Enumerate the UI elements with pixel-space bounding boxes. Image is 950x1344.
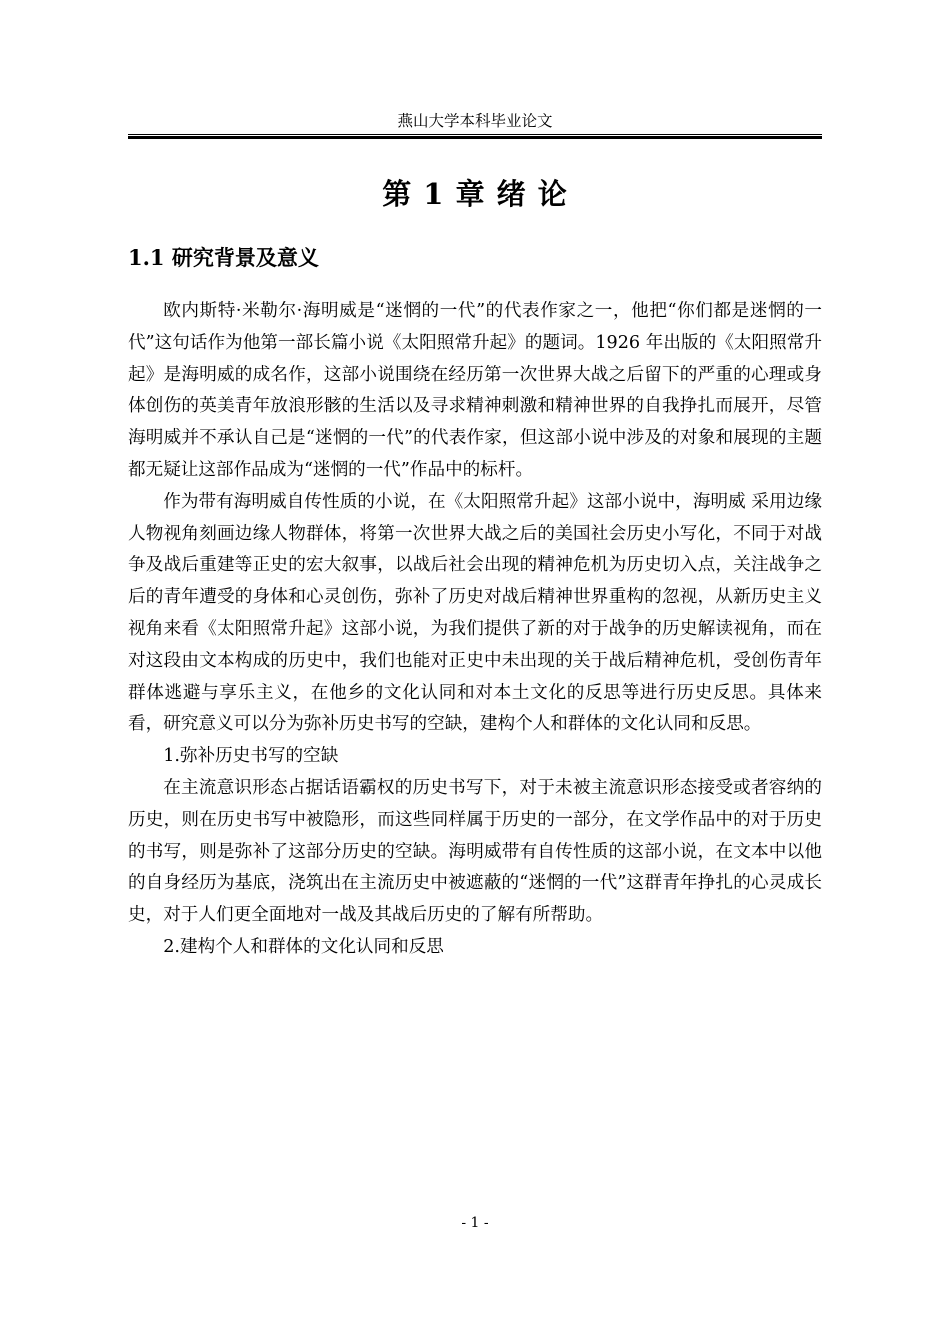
header-rule-thick: [128, 136, 822, 139]
list-item-heading-2: 2.建构个人和群体的文化认同和反思: [163, 936, 444, 957]
list-item-heading-1: 1.弥补历史书写的空缺: [163, 746, 339, 767]
page-number: - 1 -: [461, 1215, 489, 1231]
section-heading: 1.1 研究背景及意义: [128, 245, 319, 270]
body-text: [128, 296, 822, 964]
paragraph-history-gap: 在主流意识形态占据话语霸权的历史书写下，对于未被主流意识形态接受或者容纳的历史，则在历史书写中被隐形，而这些同样属于历史的一部分，在文学作品中的对于历史的书写，则是弥补了这部分历史的空缺。海明威带有自传性质的这部小说，在文本中以他的自身经历为基底，浇筑出在主流历史中被遮蔽的“迷惘的一代”这群青年挣扎的心灵成长史，对于人们更全面地对一战及其战后历史的了解有所帮助。: [128, 777, 822, 926]
header-rule-thin: [128, 134, 822, 135]
chapter-title: 第 1 章 绪 论: [382, 177, 568, 211]
paragraph-significance: 作为带有海明威自传性质的小说，在《太阳照常升起》这部小说中，海明威 采用边缘人物视角刻画边缘人物群体，将第一次世界大战之后的美国社会历史小写化，不同于对战争及战后重建等正史的宏大叙事，以战后社会出现的精神危机为历史切入点，关注战争之后的青年遭受的身体和心灵创伤，弥补了历史对战后精神世界重构的忽视，从新历史主义视角来看《太阳照常升起》这部小说，为我们提供了新的对于战争的历史解读视角，而在对这段由文本构成的历史中，我们也能对正史中未出现的关于战后精神危机，受创伤青年群体逃避与享乐主义，在他乡的文化认同和对本土文化的反思等进行历史反思。具体来看，研究意义可以分为弥补历史书写的空缺，建构个人和群体的文化认同和反思。: [128, 491, 822, 735]
paragraph-intro: 欧内斯特·米勒尔·海明威是“迷惘的一代”的代表作家之一，他把“你们都是迷惘的一代”这句话作为他第一部长篇小说《太阳照常升起》的题词。1926 年出版的《太阳照常升起》是海明威的成名作，这部小说围绕在经历第一次世界大战之后留下的严重的心理或身体创伤的英美青年放浪形骸的生活以及寻求精神刺激和精神世界的自我挣扎而展开，尽管海明威并不承认自己是“迷惘的一代”的代表作家，但这部小说中涉及的对象和展现的主题都无疑让这部作品成为“迷惘的一代”作品中的标杆。: [128, 301, 822, 480]
running-header: 燕山大学本科毕业论文: [397, 112, 553, 130]
